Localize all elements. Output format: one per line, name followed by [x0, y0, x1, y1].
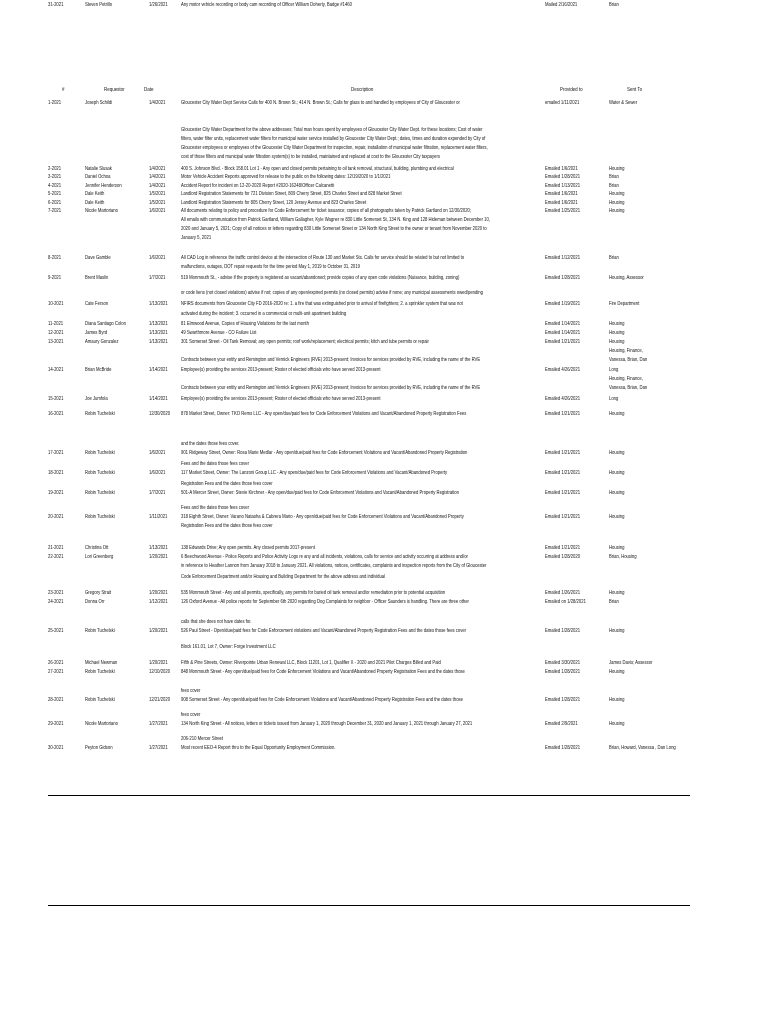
row-provided-to: Emailed 1/28/2021 — [545, 628, 581, 634]
row-sent-to: Brian, Housing — [609, 554, 637, 560]
row-description: activated during the incident; 3. occurred in a commercial or multi-unit apartment building — [181, 311, 347, 317]
row-number: 2-2021 — [48, 166, 62, 172]
row-description: 318 Eighth Street, Owner: Varano Natasha & Cabrera Mario - Any open/due/paid fees for Code Enforcement Violations and Vacant/Abandoned Property — [181, 514, 464, 520]
row-requestor: Robin Tuchelski — [85, 514, 115, 520]
row-description: in reference to Heather Lannon from January 2018 to January 2021. All violations, notices, certificates, complaints and inspection reports from the City of Gloucester — [181, 563, 487, 569]
row-sent-to: Housing — [609, 669, 625, 675]
row-description: 878 Market Street, Owner: TKO Rems LLC - Any open/due/paid fees for Code Enforcement Violations and Vacant/Abandoned Property Registration Fees — [181, 411, 467, 417]
row-date: 1/4/2021 — [149, 183, 166, 189]
row-sent-to: Housing — [609, 339, 625, 345]
row-requestor: Steven Petrillo — [85, 2, 113, 8]
row-description: All documents relating to policy and procedure for Code Enforcement for ticket issuance; copies of all photographs taken by Patrick Gartland on 12/30/2020; — [181, 208, 472, 214]
row-date: 1/14/2021 — [149, 367, 168, 373]
row-date: 12/21/2020 — [149, 697, 171, 703]
row-number: 27-2021 — [48, 669, 64, 675]
row-provided-to: Emailed 1/28/2021 — [545, 745, 581, 751]
row-date: 1/7/2021 — [149, 275, 166, 281]
row-sent-to: James Davis; Assessor — [609, 660, 653, 666]
row-number: 23-2021 — [48, 590, 64, 596]
row-description: Accident Report for incident on 12-20-2020 Report #2020-16248/Officer Calcanetti — [181, 183, 335, 189]
row-provided-to: Emailed 1/6/2021 — [545, 200, 578, 206]
row-requestor: Jennifer Henderson — [85, 183, 122, 189]
row-number: 20-2021 — [48, 514, 64, 520]
row-requestor: Joseph Schildi — [85, 100, 113, 106]
row-description: Gloucester employees or employees of the Gloucester City Water Department for inspection, repair, installation of municipal water filtration, replacement water filters, — [181, 145, 488, 151]
row-provided-to: Emailed 1/6/2021 — [545, 166, 578, 172]
row-requestor: Dale Keith — [85, 200, 105, 206]
row-date: 1/7/2021 — [149, 490, 166, 496]
row-number: 17-2021 — [48, 450, 64, 456]
row-date: 1/13/2021 — [149, 545, 168, 551]
row-requestor: Nicole Martoriano — [85, 721, 118, 727]
row-description: January 5, 2021 — [181, 235, 212, 241]
row-number: 22-2021 — [48, 554, 64, 560]
row-description: 138 Edwards Drive; Any open permits. Any closed permits 2017-present — [181, 545, 315, 551]
row-date: 1/20/2021 — [149, 660, 168, 666]
row-number: 10-2021 — [48, 301, 64, 307]
row-description: 501-A Mercer Street, Owner: Stevie Kirchner - Any open/due/paid fees for Code Enforcement Violations and Vacant/Abandoned Property Registration — [181, 490, 459, 496]
row-number: 8-2021 — [48, 255, 62, 261]
row-description: 901 Ridgeway Street, Owner: Rosa Marie Medlar - Any open/due/paid fees for Code Enforcement Violations and Vacant/Abandoned Property Registration — [181, 450, 468, 456]
header-sent-to: Sent To — [627, 87, 643, 93]
row-description: Contracts between your entity and Remington and Vernick Engineers (RVE) 2013-present; Invoices for services provided by RVE, including the name of the RVE — [181, 357, 481, 363]
row-description: Landlord Registration Statements for 721 Division Street, 809 Cherry Street, 825 Charles Street and 828 Market Street — [181, 191, 402, 197]
row-date: 1/13/2021 — [149, 301, 168, 307]
row-description: Fees and the dates those fees cover — [181, 505, 250, 511]
row-sent-to: Housing — [609, 590, 625, 596]
header-date: Date — [144, 87, 154, 93]
row-sent-to: Vanessa, Brian, Dan — [609, 357, 648, 363]
row-provided-to: Emailed 1/21/2021 — [545, 545, 581, 551]
row-divider — [48, 795, 690, 796]
row-date: 1/6/2021 — [149, 450, 166, 456]
row-number: 5-2021 — [48, 191, 62, 197]
row-number: 24-2021 — [48, 599, 64, 605]
row-description: Gloucester City Water Dept Service Calls for 400 N. Brown St.; 414 N. Brown St.; Calls for glass to and handled by employees of City of Gloucester or — [181, 100, 460, 106]
row-provided-to: Emailed 1/21/2021 — [545, 450, 581, 456]
row-sent-to: Housing — [609, 411, 625, 417]
row-sent-to: Housing — [609, 697, 625, 703]
row-sent-to: Housing — [609, 490, 625, 496]
row-description: Any motor vehicle recording or body cam recording of Officer William Doherty, Badge #1460 — [181, 2, 352, 8]
row-date: 1/27/2021 — [149, 721, 168, 727]
row-description: 908 Somerset Street - Any open/due/paid fees for Code Enforcement Violations and Vacant/Abandoned Property Registration Fees and the dates those — [181, 697, 463, 703]
row-requestor: Dave Gamble — [85, 255, 111, 261]
row-requestor: Dale Keith — [85, 191, 105, 197]
row-description: 126 Oxford Avenue - All police reports for September 6th 2020 regarding Dog Complaints for neighbor - Officer Saunders is handling. There are three other — [181, 599, 469, 605]
row-requestor: Robin Tuchelski — [85, 411, 115, 417]
row-date: 1/4/2021 — [149, 174, 166, 180]
row-provided-to: Emailed 2/9/2021 — [545, 721, 578, 727]
row-description: 400 S. Johnson Blvd. - Block 158.01 Lot 1 - Any open and closed permits pertaining to oil tank removal, structural, building, plumbing and electrical — [181, 166, 454, 172]
row-requestor: Natalie Slusak — [85, 166, 112, 172]
row-requestor: Nicole Martoriano — [85, 208, 118, 214]
row-number: 16-2021 — [48, 411, 64, 417]
row-number: 28-2021 — [48, 697, 64, 703]
row-provided-to: Mailed 2/16/2021 — [545, 2, 578, 8]
row-provided-to: Emailed 1/26/2021 — [545, 590, 581, 596]
row-description: 134 North King Street - All notices, letters or tickets issued from January 1, 2020 through December 31, 2020 and January 1, 2021 through January 27, 2021 — [181, 721, 473, 727]
row-date: 12/10/2020 — [149, 669, 171, 675]
row-date: 1/4/2021 — [149, 166, 166, 172]
row-provided-to: Emailed 1/14/2021 — [545, 321, 581, 327]
row-description: malfunctions, outages, DOT repair requests for the time period May 1, 2019 to October 31, 2019 — [181, 264, 360, 270]
row-provided-to: Emailed 3/30/2021 — [545, 660, 581, 666]
row-description: Fifth & Pine Streets, Owner: Riverpointe Urban Renewal LLC, Block 11201, Lot 1, Qualifier X - 2020 and 2021 Pilot Charges Billed and Paid — [181, 660, 441, 666]
row-provided-to: Emailed 1/28/2021 — [545, 275, 581, 281]
row-description: All CAD Log in reference the traffic control device at the intersection of Route 130 and Market Sts. Calls for service should be related to but not limited to — [181, 255, 465, 261]
row-description: Contracts between your entity and Remington and Vernick Engineers (RVE) 2013-present; Invoices for services provided by RVE, including the name of the RVE — [181, 385, 481, 391]
row-number: 31-2021 — [48, 2, 64, 8]
row-sent-to: Housing — [609, 200, 625, 206]
row-date: 1/26/2021 — [149, 2, 168, 8]
row-requestor: Brent Maslin — [85, 275, 109, 281]
row-requestor: Lori Greenberg — [85, 554, 114, 560]
row-number: 15-2021 — [48, 396, 64, 402]
row-sent-to: Housing — [609, 514, 625, 520]
row-date: 1/6/2021 — [149, 255, 166, 261]
row-date: 1/13/2021 — [149, 330, 168, 336]
row-provided-to: Emailed 1/28/2021 — [545, 697, 581, 703]
row-provided-to: Emailed 1/6/2021 — [545, 191, 578, 197]
row-divider — [48, 905, 690, 906]
row-description: Code Enforcement Department and/or Housing and Building Department for the above address and individual — [181, 574, 386, 580]
row-provided-to: Emailed 1/25/2021 — [545, 208, 581, 214]
row-sent-to: Long — [609, 367, 619, 373]
row-description: Employee(s) providing the services 2013-present; Roster of elected officials who have served 2013-present — [181, 396, 381, 402]
row-requestor: Michael Newman — [85, 660, 118, 666]
row-number: 3-2021 — [48, 174, 62, 180]
row-number: 29-2021 — [48, 721, 64, 727]
row-sent-to: Housing, Finance, — [609, 348, 643, 354]
row-date: 1/5/2021 — [149, 191, 166, 197]
row-requestor: Joe Jumfola — [85, 396, 108, 402]
row-number: 26-2021 — [48, 660, 64, 666]
row-description: fees cover — [181, 688, 201, 694]
row-provided-to: Emailed 1/28/2020 — [545, 554, 581, 560]
row-provided-to: Emailed 1/12/2021 — [545, 255, 581, 261]
row-provided-to: Emailed 1/14/2021 — [545, 330, 581, 336]
row-sent-to: Housing — [609, 628, 625, 634]
row-date: 1/20/2021 — [149, 554, 168, 560]
header-description: Description — [351, 87, 374, 93]
row-requestor: Donna Orr — [85, 599, 105, 605]
row-requestor: Robin Tuchelski — [85, 470, 115, 476]
row-requestor: Amaury Gonzalez — [85, 339, 119, 345]
row-requestor: Daniel Ochoa — [85, 174, 111, 180]
row-description: Registration Fees and the dates those fees cover — [181, 523, 273, 529]
row-requestor: Christina Ott — [85, 545, 109, 551]
row-description: 526 Paul Street - Open/due/paid fees for Code Enforcement violations and Vacant/Abandoned Property Registration Fees and the dates those fees cover — [181, 628, 467, 634]
header-number: # — [62, 87, 65, 93]
row-sent-to: Vanessa, Brian, Dan — [609, 385, 648, 391]
row-description: 301 Somerset Street - Oil Tank Removal; any open permits; roof work/replacement; electrical permits; kitch and tube permits or repair — [181, 339, 429, 345]
row-description: Fees and the dates those fees cover — [181, 461, 250, 467]
row-provided-to: Emailed 1/13/2021 — [545, 183, 581, 189]
row-date: 12/30/2020 — [149, 411, 171, 417]
row-provided-to: Emailed 1/21/2021 — [545, 514, 581, 520]
row-provided-to: Emailed 4/26/2021 — [545, 367, 581, 373]
row-description: Motor Vehicle Accident Reports approved for release to the public on the following dates: 12/19/2020 to 1/1/2021 — [181, 174, 391, 180]
row-sent-to: Fire Department — [609, 301, 640, 307]
row-sent-to: Long — [609, 396, 619, 402]
row-provided-to: emailed 1/11/2021 — [545, 100, 580, 106]
row-number: 7-2021 — [48, 208, 62, 214]
row-description: Landlord Registration Statements for 805 Cherry Street, 120 Jersey Avenue and 823 Charles Street — [181, 200, 367, 206]
row-sent-to: Housing — [609, 191, 625, 197]
row-date: 1/13/2021 — [149, 339, 168, 345]
row-requestor: Robin Tuchelski — [85, 669, 115, 675]
row-provided-to: Emailed 1/21/2021 — [545, 339, 581, 345]
row-requestor: Robin Tuchelski — [85, 628, 115, 634]
row-description: Block 161.01, Lot 7, Owner: Forge Investment LLC — [181, 644, 276, 650]
row-sent-to: Housing — [609, 321, 625, 327]
row-number: 11-2021 — [48, 321, 64, 327]
row-requestor: James Byrd — [85, 330, 108, 336]
row-sent-to: Brian — [609, 2, 619, 8]
row-number: 4-2021 — [48, 183, 62, 189]
row-provided-to: Emailed 1/21/2021 — [545, 411, 581, 417]
row-requestor: Cate Ferson — [85, 301, 109, 307]
row-description: 117 Market Street, Owner: The Lanzoni Group LLC - Any open/due/paid fees for Code Enforcement Violations and Vacant/Abandoned Property — [181, 470, 448, 476]
row-description: 2020 and January 5, 2021; Copy of all notices or letters regarding 830 Little Somerset Street or 134 North King Street to the owner or tenant from November 2020 to — [181, 226, 487, 232]
row-sent-to: Water & Sewer — [609, 100, 638, 106]
row-description: Employee(s) providing the services 2013-present; Roster of elected officials who have served 2013-present — [181, 367, 381, 373]
row-description: Most recent EEO-4 Report thru to the Equal Opportunity Employment Commission. — [181, 745, 336, 751]
row-provided-to: Emailed 1/21/2021 — [545, 490, 581, 496]
header-requestor: Requestor — [104, 87, 125, 93]
row-description: 519 Monmouth St., - advise if the property is registered as vacant/abandoned; provide copies of any open code violations (Nuisance, building, zoning) — [181, 275, 460, 281]
row-sent-to: Housing — [609, 450, 625, 456]
row-description: and the dates those fees cover. — [181, 441, 240, 447]
row-date: 1/6/2021 — [149, 208, 166, 214]
row-description: All emails with communication from Patrick Gartland, William Gallagher, Kyle Wagner re 830 Little Somerset St, 134 N. King and 128 Hideman between December 10, — [181, 217, 491, 223]
row-sent-to: Brian, Howard, Vanessa , Dan Long — [609, 745, 676, 751]
row-number: 19-2021 — [48, 490, 64, 496]
row-description: or code liens (not closed violations) advise if not; copies of any open/expired permits (no closed permits) advise if none; any municipal assessments owed/pending — [181, 290, 483, 296]
row-number: 21-2021 — [48, 545, 64, 551]
row-description: fees cover — [181, 712, 201, 718]
row-requestor: Robin Tuchelski — [85, 490, 115, 496]
row-requestor: Brian McBride — [85, 367, 112, 373]
row-description: 81 Elmwood Avenue, Copies of Housing Violations for the last month — [181, 321, 309, 327]
row-description: 6 Beechwood Avenue - Police Reports and Police Activity Logs re any and all incidents, violations, calls for service and activity occurring at address and/or — [181, 554, 468, 560]
row-sent-to: Housing — [609, 721, 625, 727]
row-number: 14-2021 — [48, 367, 64, 373]
row-description: Gloucester City Water Department for the above addresses; Total man hours spent by employees of Gloucester City Water Dept. for these locations; Cost of water — [181, 127, 483, 133]
row-number: 13-2021 — [48, 339, 64, 345]
row-number: 25-2021 — [48, 628, 64, 634]
row-description: 848 Monmouth Street - Any open/due/paid fees for Code Enforcement Violations and Vacant/Abandoned Property Registration Fees and the dates those — [181, 669, 465, 675]
row-description: cost of those filters and municipal water filtration system(s) to be installed, maintained and replaced at cost to the Gloucester City taxpayers — [181, 154, 440, 160]
row-description: NFIRS documents from Gloucester City FD 2016-2020 re: 1. a fire that was extinguished prior to arrival of firefighters; 2. a sprinkler system that was not — [181, 301, 463, 307]
row-description: Registration Fees and the dates those fees cover — [181, 481, 273, 487]
header-provided-to: Provided to — [560, 87, 583, 93]
row-sent-to: Housing, Finance, — [609, 376, 643, 382]
row-sent-to: Housing — [609, 470, 625, 476]
row-date: 1/20/2021 — [149, 590, 168, 596]
row-requestor: Robin Tuchelski — [85, 697, 115, 703]
row-date: 1/14/2021 — [149, 396, 168, 402]
row-number: 6-2021 — [48, 200, 62, 206]
row-requestor: Peyton Gidson — [85, 745, 113, 751]
row-date: 1/13/2021 — [149, 321, 168, 327]
row-number: 18-2021 — [48, 470, 64, 476]
row-provided-to: Emailed 1/28/2021 — [545, 174, 581, 180]
row-sent-to: Brian — [609, 183, 619, 189]
row-sent-to: Housing — [609, 545, 625, 551]
row-requestor: Diana Santiago Colon — [85, 321, 126, 327]
row-sent-to: Brian — [609, 599, 619, 605]
row-date: 1/4/2021 — [149, 100, 166, 106]
row-provided-to: Emailed 4/26/2021 — [545, 396, 581, 402]
row-description: calls that she does not have dates for. — [181, 619, 252, 625]
row-date: 1/11/2021 — [149, 514, 168, 520]
row-description: 49 Swarthmore Avenue - CO Failure List — [181, 330, 257, 336]
row-description: 206-210 Mercer Street — [181, 736, 224, 742]
row-provided-to: Emailed 1/21/2021 — [545, 470, 581, 476]
row-provided-to: Emailed 1/19/2021 — [545, 301, 581, 307]
row-sent-to: Brian — [609, 255, 619, 261]
row-sent-to: Housing, Assessor — [609, 275, 644, 281]
row-requestor: Robin Tuchelski — [85, 450, 115, 456]
row-sent-to: Housing — [609, 330, 625, 336]
row-date: 1/12/2021 — [149, 599, 168, 605]
row-provided-to: Emailed on 1/28/2021 — [545, 599, 586, 605]
row-sent-to: Housing — [609, 166, 625, 172]
row-description: filters, water filter units, replacement water filters for municipal water service installed by Gloucester City Water Dept.; dates, times and duration expended by City of — [181, 136, 486, 142]
row-sent-to: Brian — [609, 174, 619, 180]
row-sent-to: Housing — [609, 208, 625, 214]
row-date: 1/20/2021 — [149, 628, 168, 634]
row-number: 30-2021 — [48, 745, 64, 751]
row-number: 9-2021 — [48, 275, 62, 281]
row-number: 1-2021 — [48, 100, 62, 106]
row-number: 12-2021 — [48, 330, 64, 336]
row-requestor: Gregory Strait — [85, 590, 112, 596]
row-date: 1/27/2021 — [149, 745, 168, 751]
row-provided-to: Emailed 1/28/2021 — [545, 669, 581, 675]
row-date: 1/6/2021 — [149, 470, 166, 476]
row-date: 1/5/2021 — [149, 200, 166, 206]
row-description: 535 Monmouth Street - Any and all permits, specifically, any permits for buried oil tank removal and/or remediation prior to potential acquisition — [181, 590, 446, 596]
